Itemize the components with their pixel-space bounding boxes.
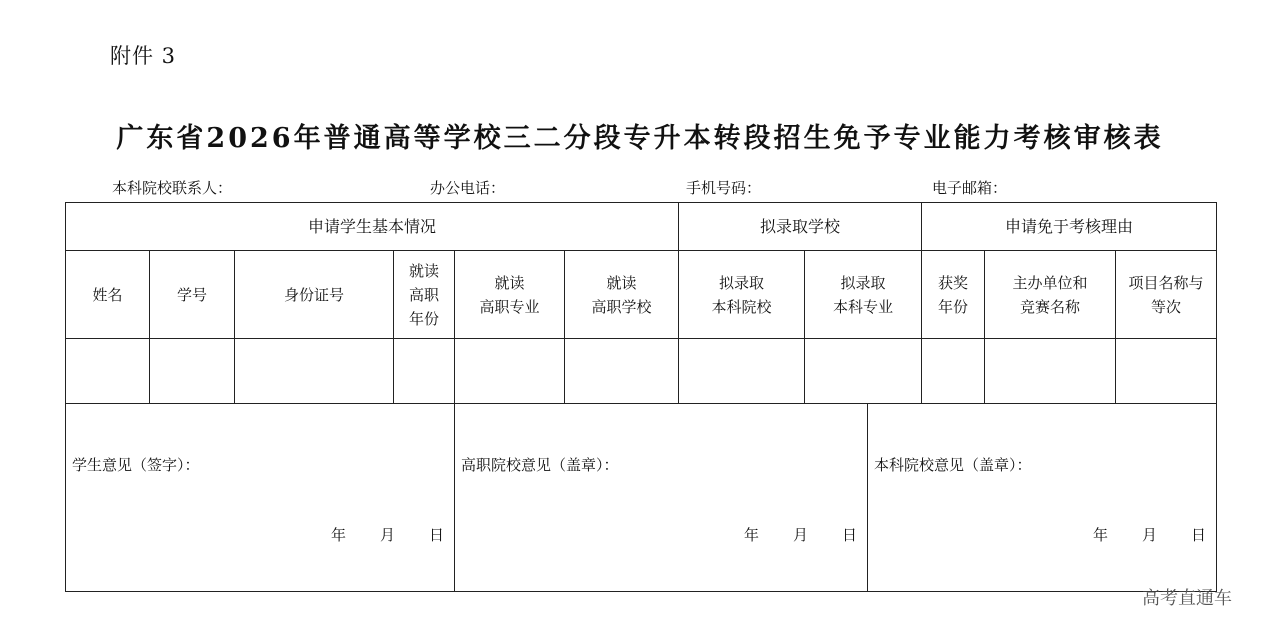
col-header-id-card: 身份证号 — [235, 251, 394, 339]
group-header-student-info: 申请学生基本情况 — [66, 203, 679, 251]
vocational-opinion-box[interactable] — [455, 404, 868, 591]
col-header-project: 项目名称与 等次 — [1116, 251, 1216, 339]
review-form-table — [65, 202, 1217, 592]
data-cell-award-year[interactable] — [922, 339, 985, 404]
col-header-enroll-year: 就读 高职 年份 — [394, 251, 455, 339]
data-cell-organizer[interactable] — [985, 339, 1116, 404]
col-header-student-id: 学号 — [150, 251, 235, 339]
vocational-opinion-label: 高职院校意见（盖章）： — [461, 456, 619, 474]
data-cell-ug-major[interactable] — [805, 339, 922, 404]
col-header-organizer: 主办单位和 竞赛名称 — [985, 251, 1116, 339]
contact-person-label: 本科院校联系人： — [112, 179, 233, 197]
email-label: 电子邮箱： — [932, 179, 1008, 197]
col-header-ug-school: 拟录取 本科院校 — [679, 251, 805, 339]
office-phone-label: 办公电话： — [430, 179, 506, 197]
group-header-proposed-school: 拟录取学校 — [679, 203, 922, 251]
student-date: 年 月 日 — [330, 526, 444, 544]
col-header-award-year: 获奖 年份 — [922, 251, 985, 339]
watermark-text: 高考直通车 — [1142, 588, 1232, 609]
undergraduate-opinion-box[interactable] — [868, 404, 1216, 591]
data-cell-enroll-year[interactable] — [394, 339, 455, 404]
col-header-name: 姓名 — [66, 251, 150, 339]
data-cell-project[interactable] — [1116, 339, 1216, 404]
group-header-exemption-reason: 申请免于考核理由 — [922, 203, 1216, 251]
data-cell-id-card[interactable] — [235, 339, 394, 404]
col-header-school: 就读 高职学校 — [565, 251, 679, 339]
student-opinion-box[interactable] — [66, 404, 455, 591]
data-cell-student-id[interactable] — [150, 339, 235, 404]
vocational-date: 年 月 日 — [743, 526, 857, 544]
data-cell-major[interactable] — [455, 339, 565, 404]
data-cell-ug-school[interactable] — [679, 339, 805, 404]
student-opinion-label: 学生意见（签字）： — [72, 456, 200, 474]
undergraduate-opinion-label: 本科院校意见（盖章）： — [874, 456, 1032, 474]
data-cell-school[interactable] — [565, 339, 679, 404]
mobile-phone-label: 手机号码： — [686, 179, 762, 197]
form-title: 广东省2026年普通高等学校三二分段专升本转段招生免予专业能力考核审核表 — [116, 123, 1164, 154]
attachment-label: 附件 3 — [110, 44, 177, 68]
data-cell-name[interactable] — [66, 339, 150, 404]
col-header-ug-major: 拟录取 本科专业 — [805, 251, 922, 339]
undergraduate-date: 年 月 日 — [1092, 526, 1206, 544]
col-header-major: 就读 高职专业 — [455, 251, 565, 339]
